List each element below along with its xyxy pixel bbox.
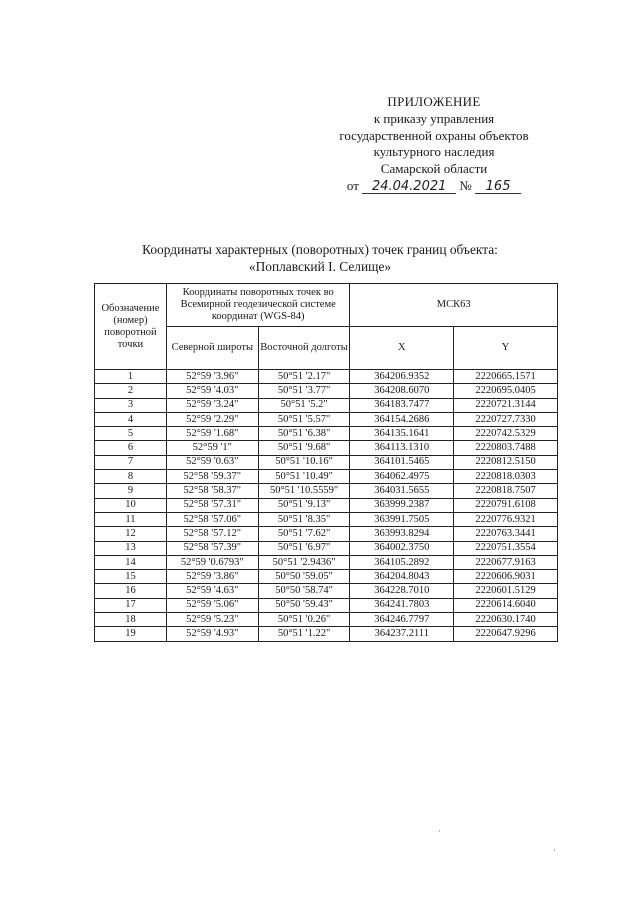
table-row: [95, 398, 558, 412]
date-prefix: от: [346, 177, 359, 193]
point-number-cell: 14: [95, 555, 167, 569]
order-date-line: [300, 178, 568, 195]
point-number-cell: 3: [95, 398, 167, 412]
longitude-cell: 50°51 '0.26": [258, 613, 350, 627]
latitude-cell: 52°59 '5.23": [166, 613, 258, 627]
table-row: [95, 570, 558, 584]
y-cell: 2220614.6040: [454, 598, 558, 612]
header-x: X: [350, 327, 454, 370]
table-row: [95, 512, 558, 526]
y-cell: 2220606.9031: [454, 570, 558, 584]
x-cell: 364237.2111: [350, 627, 454, 641]
point-number-cell: 4: [95, 412, 167, 426]
point-number-cell: 18: [95, 613, 167, 627]
point-number-cell: 5: [95, 427, 167, 441]
table-row: [95, 470, 558, 484]
point-number-cell: 1: [95, 370, 167, 384]
x-cell: 364246.7797: [350, 613, 454, 627]
appendix-line-4: Самарской области: [380, 161, 488, 177]
latitude-cell: 52°59 '5.06": [166, 598, 258, 612]
header-msk63: МСК63: [350, 284, 558, 327]
longitude-cell: 50°51 '8.35": [258, 512, 350, 526]
y-cell: 2220803.7488: [454, 441, 558, 455]
appendix-line-3: культурного наследия: [373, 144, 495, 160]
y-cell: 2220751.3554: [454, 541, 558, 555]
x-cell: 363999.2387: [350, 498, 454, 512]
latitude-cell: 52°59 '3.24": [166, 398, 258, 412]
document-title-line-1: Координаты характерных (поворотных) точек границ объекта:: [142, 242, 498, 257]
point-number-cell: 19: [95, 627, 167, 641]
x-cell: 364002.3750: [350, 541, 454, 555]
point-number-cell: 16: [95, 584, 167, 598]
latitude-cell: 52°59 '4.63": [166, 584, 258, 598]
y-cell: 2220742.5329: [454, 427, 558, 441]
point-number-cell: 13: [95, 541, 167, 555]
x-cell: 364206.9352: [350, 370, 454, 384]
order-number-handwritten: 165: [475, 180, 521, 194]
table-row: [95, 370, 558, 384]
x-cell: 363993.8294: [350, 527, 454, 541]
y-cell: 2220763.3441: [454, 527, 558, 541]
header-wgs84: Координаты поворотных точек во Всемирной геодезической системе координат (WGS-84): [166, 284, 350, 327]
latitude-cell: 52°59 '0.6793": [166, 555, 258, 569]
longitude-cell: 50°51 '10.49": [258, 470, 350, 484]
latitude-cell: 52°58 '58.37": [166, 484, 258, 498]
point-number-cell: 11: [95, 512, 167, 526]
latitude-cell: 52°59 '1.68": [166, 427, 258, 441]
point-number-cell: 12: [95, 527, 167, 541]
y-cell: 2220665.1571: [454, 370, 558, 384]
latitude-cell: 52°59 '3.86": [166, 570, 258, 584]
x-cell: 364204.8043: [350, 570, 454, 584]
latitude-cell: 52°58 '57.12": [166, 527, 258, 541]
order-date-handwritten: 24.04.2021: [362, 180, 456, 194]
point-number-cell: 2: [95, 384, 167, 398]
y-cell: 2220647.9296: [454, 627, 558, 641]
longitude-cell: 50°51 '3.77": [258, 384, 350, 398]
document-title: [90, 241, 550, 275]
point-number-cell: 15: [95, 570, 167, 584]
longitude-cell: 50°51 '5.2": [258, 398, 350, 412]
x-cell: 364241.7803: [350, 598, 454, 612]
y-cell: 2220721.3144: [454, 398, 558, 412]
number-prefix: №: [459, 177, 472, 193]
latitude-cell: 52°59 '0.63": [166, 455, 258, 469]
longitude-cell: 50°51 '6.38": [258, 427, 350, 441]
point-number-cell: 7: [95, 455, 167, 469]
point-number-cell: 9: [95, 484, 167, 498]
longitude-cell: 50°51 '1.22": [258, 627, 350, 641]
y-cell: 2220630.1740: [454, 613, 558, 627]
point-number-cell: 8: [95, 470, 167, 484]
longitude-cell: 50°51 '2.17": [258, 370, 350, 384]
x-cell: 364183.7477: [350, 398, 454, 412]
y-cell: 2220812.5150: [454, 455, 558, 469]
table-row: [95, 541, 558, 555]
table-row: [95, 441, 558, 455]
x-cell: 364135.1641: [350, 427, 454, 441]
x-cell: 364228.7010: [350, 584, 454, 598]
table-row: [95, 555, 558, 569]
longitude-cell: 50°51 '2.9436": [258, 555, 350, 569]
latitude-cell: 52°58 '57.06": [166, 512, 258, 526]
latitude-cell: 52°59 '1": [166, 441, 258, 455]
header-north-latitude: Северной широты: [166, 327, 258, 370]
appendix-title: ПРИЛОЖЕНИЕ: [387, 94, 481, 109]
latitude-cell: 52°58 '59.37": [166, 470, 258, 484]
latitude-cell: 52°58 '57.31": [166, 498, 258, 512]
table-row: [95, 627, 558, 641]
longitude-cell: 50°51 '9.68": [258, 441, 350, 455]
table-row: [95, 584, 558, 598]
scan-dot-mark: ·: [438, 826, 441, 836]
point-number-cell: 17: [95, 598, 167, 612]
x-cell: 364113.1310: [350, 441, 454, 455]
longitude-cell: 50°51 '10.5559": [258, 484, 350, 498]
longitude-cell: 50°51 '5.57": [258, 412, 350, 426]
longitude-cell: 50°51 '7.62": [258, 527, 350, 541]
table-row: [95, 598, 558, 612]
x-cell: 364105.2892: [350, 555, 454, 569]
table-row: [95, 427, 558, 441]
appendix-line-1: к приказу управления: [373, 110, 495, 126]
x-cell: 364101.5465: [350, 455, 454, 469]
x-cell: 364062.4975: [350, 470, 454, 484]
y-cell: 2220818.0303: [454, 470, 558, 484]
latitude-cell: 52°59 '4.93": [166, 627, 258, 641]
latitude-cell: 52°59 '3.96": [166, 370, 258, 384]
table-row: [95, 498, 558, 512]
longitude-cell: 50°51 '10.16": [258, 455, 350, 469]
appendix-header: [300, 94, 568, 195]
coordinates-table: [94, 283, 558, 642]
header-point-number: Обозначение (номер) поворотной точки: [95, 284, 167, 370]
scan-dot-mark: ·: [553, 845, 556, 855]
header-east-longitude: Восточной долготы: [258, 327, 350, 370]
y-cell: 2220677.9163: [454, 555, 558, 569]
x-cell: 363991.7505: [350, 512, 454, 526]
coordinates-body: [95, 370, 558, 642]
y-cell: 2220695.0405: [454, 384, 558, 398]
table-row: [95, 484, 558, 498]
longitude-cell: 50°51 '9.13": [258, 498, 350, 512]
y-cell: 2220776.9321: [454, 512, 558, 526]
point-number-cell: 6: [95, 441, 167, 455]
table-row: [95, 527, 558, 541]
latitude-cell: 52°58 '57.39": [166, 541, 258, 555]
point-number-cell: 10: [95, 498, 167, 512]
x-cell: 364154.2686: [350, 412, 454, 426]
longitude-cell: 50°50 '59.43": [258, 598, 350, 612]
table-row: [95, 613, 558, 627]
longitude-cell: 50°50 '59.05": [258, 570, 350, 584]
longitude-cell: 50°50 '58.74": [258, 584, 350, 598]
x-cell: 364031.5655: [350, 484, 454, 498]
table-row: [95, 455, 558, 469]
latitude-cell: 52°59 '2.29": [166, 412, 258, 426]
longitude-cell: 50°51 '6.97": [258, 541, 350, 555]
table-row: [95, 384, 558, 398]
y-cell: 2220818.7507: [454, 484, 558, 498]
x-cell: 364208.6070: [350, 384, 454, 398]
y-cell: 2220601.5129: [454, 584, 558, 598]
y-cell: 2220791.6108: [454, 498, 558, 512]
latitude-cell: 52°59 '4.03": [166, 384, 258, 398]
document-title-line-2: «Поплавский I. Селище»: [248, 259, 392, 274]
table-row: [95, 412, 558, 426]
y-cell: 2220727.7330: [454, 412, 558, 426]
appendix-line-2: государственной охраны объектов: [339, 127, 529, 143]
header-y: Y: [454, 327, 558, 370]
